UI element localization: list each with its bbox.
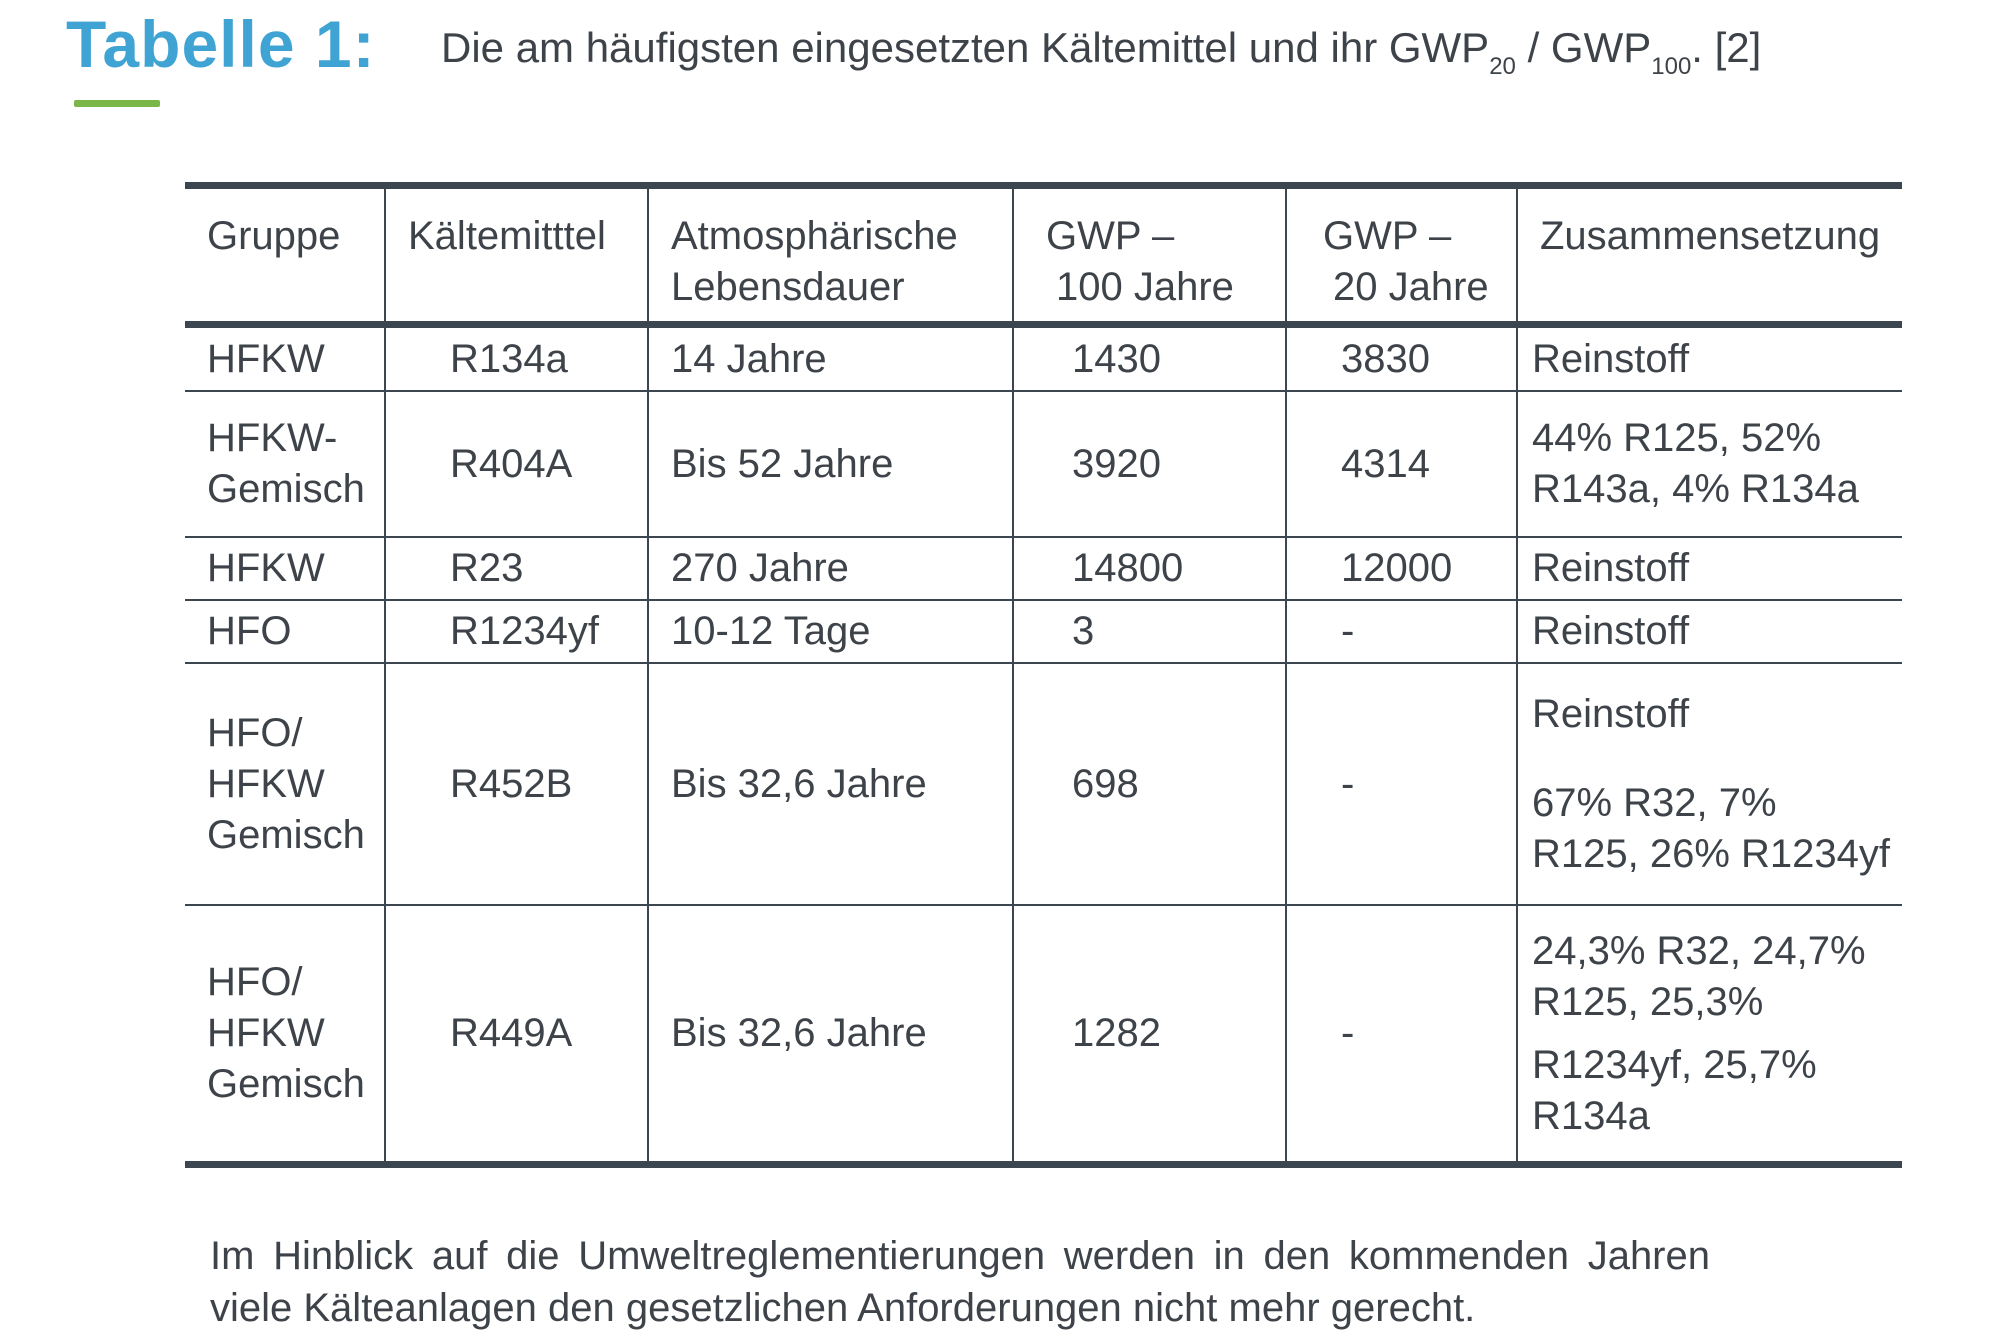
header-gwp-100: GWP – 100 Jahre — [1013, 186, 1286, 325]
cell-gwp-20: 12000 — [1286, 537, 1517, 600]
header-refrigerant: Kältemitttel — [385, 186, 648, 325]
cell-group: HFO — [185, 600, 385, 663]
header-gwp-20: GWP – 20 Jahre — [1286, 186, 1517, 325]
cell-group: HFO/ HFKW Gemisch — [185, 905, 385, 1165]
cell-group: HFKW- Gemisch — [185, 391, 385, 537]
cell-refrigerant: R134a — [385, 325, 648, 392]
cell-lifetime: 270 Jahre — [648, 537, 1013, 600]
cell-lifetime: Bis 52 Jahre — [648, 391, 1013, 537]
table-caption — [441, 24, 1762, 80]
caption-subscript-100: 100 — [1651, 53, 1692, 80]
cell-composition: Reinstoff — [1517, 537, 1902, 600]
cell-refrigerant: R452B — [385, 663, 648, 905]
footer-line-1: Im Hinblick auf die Umweltreglementierungen werden in den kommenden Jahren — [210, 1234, 1710, 1278]
cell-refrigerant: R449A — [385, 905, 648, 1165]
cell-gwp-100: 698 — [1013, 663, 1286, 905]
cell-gwp-100: 3 — [1013, 600, 1286, 663]
cell-gwp-20: - — [1286, 600, 1517, 663]
cell-composition: 44% R125, 52% R143a, 4% R134a — [1517, 391, 1902, 537]
footer-line-2: viele Kälteanlagen den gesetzlichen Anforderungen nicht mehr gerecht. — [210, 1286, 1476, 1330]
cell-composition: Reinstoff 67% R32, 7% R125, 26% R1234yf — [1517, 663, 1902, 905]
table-row — [185, 663, 1902, 905]
caption-subscript-20: 20 — [1489, 53, 1516, 80]
refrigerant-table-container — [185, 182, 1902, 1168]
table-label: Tabelle 1: — [66, 7, 376, 81]
cell-gwp-100: 1430 — [1013, 325, 1286, 392]
cell-lifetime: Bis 32,6 Jahre — [648, 905, 1013, 1165]
cell-lifetime: 10-12 Tage — [648, 600, 1013, 663]
table-header-row — [185, 186, 1902, 325]
cell-composition: Reinstoff — [1517, 600, 1902, 663]
cell-gwp-20: 3830 — [1286, 325, 1517, 392]
cell-gwp-100: 14800 — [1013, 537, 1286, 600]
table-row — [185, 905, 1902, 1165]
header-group: Gruppe — [207, 214, 341, 258]
footer-paragraph — [210, 1230, 1710, 1334]
table-row — [185, 600, 1902, 663]
cell-refrigerant: R1234yf — [385, 600, 648, 663]
cell-lifetime: Bis 32,6 Jahre — [648, 663, 1013, 905]
header-composition: Zusammensetzung — [1517, 186, 1902, 325]
refrigerant-table — [185, 182, 1902, 1168]
table-row — [185, 537, 1902, 600]
cell-gwp-100: 3920 — [1013, 391, 1286, 537]
table-row — [185, 325, 1902, 392]
cell-lifetime: 14 Jahre — [648, 325, 1013, 392]
cell-refrigerant: R23 — [385, 537, 648, 600]
cell-group: HFKW — [185, 537, 385, 600]
cell-gwp-20: - — [1286, 905, 1517, 1165]
cell-group: HFKW — [207, 336, 325, 381]
cell-composition: Reinstoff — [1517, 325, 1902, 392]
cell-gwp-20: - — [1286, 663, 1517, 905]
cell-gwp-20: 4314 — [1286, 391, 1517, 537]
cell-composition: 24,3% R32, 24,7% R125, 25,3% R1234yf, 25,7% R134a — [1517, 905, 1902, 1165]
cell-group: HFO/ HFKW Gemisch — [185, 663, 385, 905]
table-row — [185, 391, 1902, 537]
title-underline-accent — [74, 100, 160, 107]
caption-mid: / GWP — [1515, 24, 1652, 71]
cell-gwp-100: 1282 — [1013, 905, 1286, 1165]
header-lifetime: Atmosphärische Lebensdauer — [648, 186, 1013, 325]
caption-prefix: Die am häufigsten eingesetzten Kältemittel und ihr GWP — [441, 24, 1490, 71]
caption-suffix: . [2] — [1691, 24, 1762, 71]
cell-refrigerant: R404A — [385, 391, 648, 537]
